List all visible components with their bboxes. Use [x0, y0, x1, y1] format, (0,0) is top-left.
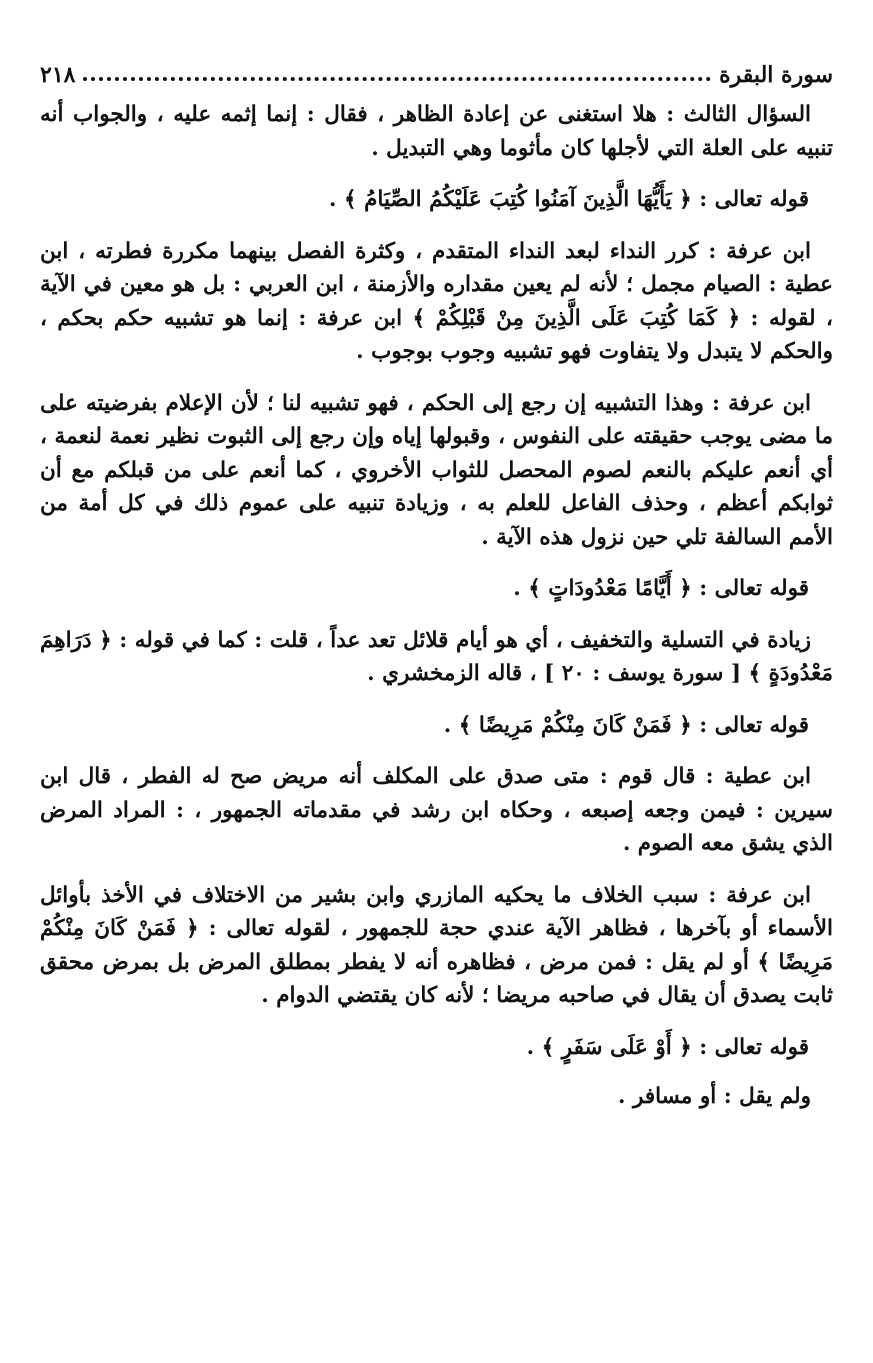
- verse-heading-fasting: قوله تعالى : ﴿ يَأَيُّهَا الَّذِينَ آمَنُوا كُتِبَ عَلَيْكُمُ الصِّيَامُ ﴾ .: [329, 187, 809, 212]
- paragraph-ibn-arafa-disagreement: ابن عرفة : سبب الخلاف ما يحكيه المازري وابن بشير من الاختلاف في الأخذ بأوائل الأسماء أو بآخرها ، فظاهر الآية عندي حجة للجمهور ، لقوله تعالى : ﴿ فَمَنْ كَانَ مِنْكُمْ مَرِيضًا ﴾ أو لم يقل : فمن مرض ، فظاهره أنه لا يفطر بمطلق المرض بل بمرض محقق ثابت يصدق أن يقال في صاحبه مريضا ؛ لأنه كان يقتضي الدوام .: [40, 882, 833, 1008]
- header-dotted-leader: [83, 77, 711, 81]
- page-body: [40, 98, 833, 1132]
- verse-heading-counted-days: قوله تعالى : ﴿ أَيَّامًا مَعْدُودَاتٍ ﴾ .: [513, 576, 809, 601]
- paragraph-third-question: السؤال الثالث : هلا استغنى عن إعادة الظاهر ، فقال : إنما إثمه عليه ، والجواب أنه تنبيه على العلة التي لأجلها كان مأثوما وهي التبديل .: [40, 102, 833, 161]
- paragraph-traveler: ولم يقل : أو مسافر .: [618, 1084, 811, 1109]
- page-number: ٢١٨: [40, 62, 76, 88]
- paragraph-ibn-arafa-analogy: ابن عرفة : وهذا التشبيه إن رجع إلى الحكم ، فهو تشبيه لنا ؛ لأن الإعلام بفرضيته على ما مضى يوجب حقيقته على النفوس ، وقبولها إياه وإن رجع إلى الثبوت نظير نعمة لنعمة ، أي أنعم عليكم بالنعم لصوم المحصل للثواب الأخروي ، كما أنعم على من قبلكم مع أن ثوابكم أعظم ، وحذف الفاعل للعلم به ، وزيادة تنبيه على عموم ذلك في كل أمة من الأمم السالفة تلي حين نزول هذه الآية .: [40, 390, 833, 550]
- surah-title: سورة البقرة: [719, 62, 833, 88]
- paragraph-consolation: زيادة في التسلية والتخفيف ، أي هو أيام قلائل تعد عداً ، قلت : كما في قوله : ﴿ دَرَاهِمَ مَعْدُودَةٍ ﴾ [ سورة يوسف : ٢٠ ] ، قاله الزمخشري .: [40, 627, 833, 686]
- paragraph-ibn-arafa-repetition: ابن عرفة : كرر النداء لبعد النداء المتقدم ، وكثرة الفصل بينهما مكررة فطرته ، ابن عطية : الصيام مجمل ؛ لأنه لم يعين مقداره والأزمنة ، ابن العربي : بل هو معين في الآية ، لقوله : ﴿ كَمَا كُتِبَ عَلَى الَّذِينَ مِنْ قَبْلِكُمْ ﴾ ابن عرفة : إنما هو تشبيه حكم بحكم ، والحكم لا يتبدل ولا يتفاوت فهو تشبيه وجوب بوجوب .: [40, 238, 833, 364]
- verse-heading-journey: قوله تعالى : ﴿ أَوْ عَلَى سَفَرٍ ﴾ .: [526, 1034, 809, 1060]
- paragraph-ibn-atiyya-sickness: ابن عطية : قال قوم : متى صدق على المكلف أنه مريض صح له الفطر ، قال ابن سيرين : فيمن وجعه إصبعه ، وحكاه ابن رشد في مقدماته الجمهور ، : المراد المرض الذي يشق معه الصوم .: [40, 764, 833, 856]
- verse-heading-sick: قوله تعالى : ﴿ فَمَنْ كَانَ مِنْكُمْ مَرِيضًا ﴾ .: [443, 712, 809, 738]
- page-header: [40, 58, 833, 92]
